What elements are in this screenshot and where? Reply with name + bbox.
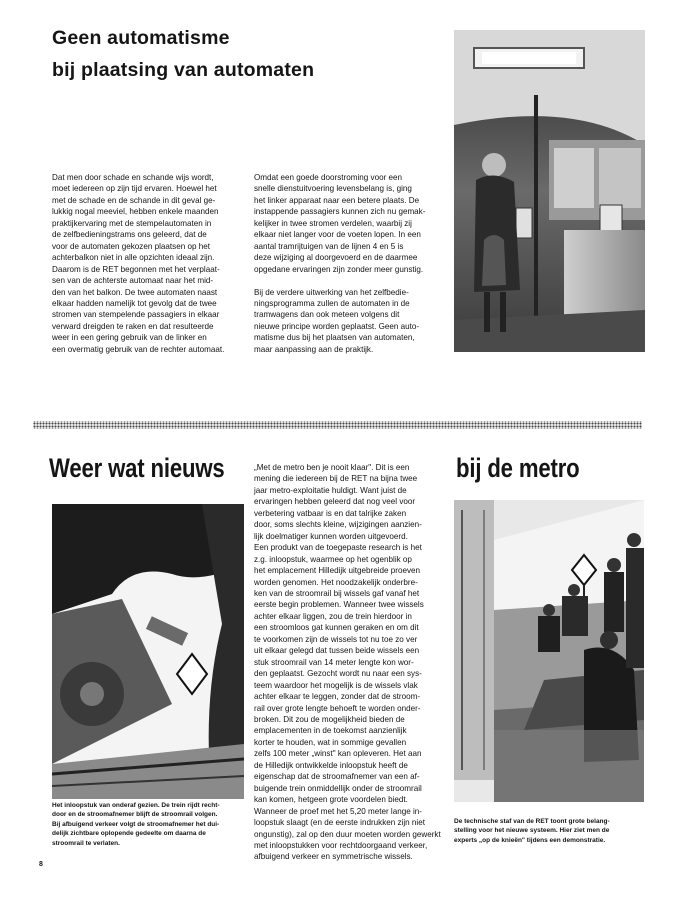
inloopstuk-underside-photo — [52, 504, 244, 799]
article2-title-left: Weer wat nieuws — [49, 453, 225, 483]
technical-staff-photo — [454, 500, 644, 802]
article1-title-line1: Geen automatisme — [52, 27, 230, 49]
article2-body: „Met de metro ben je nooit klaar". Dit is een mening die iedereen bij de RET na bijna twee jaar metro-exploitatie huldigt. Want juist de ervaringen hebben geleerd dat nog veel voor verbetering vatbaar is en dat talrijke zaken door, soms slechts kleine, wijzigingen aanzien- lijk doelmatiger kunnen worden uitgevoerd. Een produkt van de toegepaste research is het z.g. inloopstuk, waarmee op het ogenblik op het emplacement Hilledijk uitgebreide proeven worden genomen. Het noodzakelijk onderbre- ken van de stroomrail bij wissels gaf vanaf het eerste begin problemen. Wanneer twee wissels achter elkaar liggen, zou de trein hierdoor in een stroomloos gat kunnen geraken en om dit te voorkomen zijn de wissels tot nu toe zo ver uit elkaar gelegd dat tussen beide wissels een stuk stroomrail van 14 meter lengte kon wor- den geplaatst. Gezocht wordt nu naar een sys- teem waardoor het mogelijk is de wissels vlak achter elkaar te leggen, zonder dat de stroom- rail over grote lengte behoeft te worden onder- broken. Dit zou de mogelijkheid bieden de emplacementen in de toekomst aanzienlijk korter te houden, wat in sommige gevallen zelfs 100 meter „winst" kan opleveren. Het aan de Hilledijk ontwikkelde inloopstuk heeft de eigenschap dat de stroomafnemer van een af- buigende trein onmiddellijk onder de stroomrail kan komen, hetgeen grote voordelen biedt. Wanneer de proef met het 5,20 meter lange in- loopstuk slaagt (en de eerste indrukken zijn niet ongunstig), zal op den duur moeten worden gewerkt met inloopstukken voor rechtdoorgaand verkeer, afbuigend verkeer en symmetrische wissels. — [254, 463, 441, 862]
article2-title-right: bij de metro — [456, 453, 580, 483]
article1-title-line2: bij plaatsing van automaten — [52, 59, 315, 81]
dotted-separator — [33, 421, 642, 429]
article1-column-2: Omdat een goede doorstroming voor een snelle dienstuitvoering levensbelang is, ging het linker apparaat naar een betere plaats. De instappende passagiers kunnen zich nu gemak- kelijker in twee stromen verdelen, waarbij zij elkaar niet langer voor de voeten lopen. In een aantal tramrijtuigen van de lijnen 4 en 5 is deze wijziging al doorgevoerd en de daarmee opgedane ervaringen zijn zonder meer gunstig. Bij de verdere uitwerking van het zelfbedie- ningsprogramma zullen de automaten in de tramwagens dan ook meteen volgens dit nieuwe principe worden geplaatst. Geen auto- matisme dus bij het plaatsen van automaten, maar aanpassing aan de praktijk. — [254, 173, 426, 354]
article1-column-1: Dat men door schade en schande wijs wordt, moet iedereen op zijn tijd ervaren. Hoewel het met de schade en de schande in dit geval ge- lukkig nogal meeviel, hebben enkele maanden praktijkervaring met de stempelautomaten in de zelfbedieningstrams ons geleerd, dat de voor de automaten gekozen plaatsen op het achterbalkon niet in alle opzichten ideaal zijn. Daarom is de RET begonnen met het verplaat- sen van de achterste automaat naar het mid- den van het balkon. De twee automaten naast elkaar hadden namelijk tot gevolg dat de twee stromen van stempelende passagiers in elkaar verward dreigden te raken en dat resulteerde weer in een gering gebruik van de linker en een overmatig gebruik van de rechter automaat. — [52, 173, 225, 354]
page-number: 8 — [39, 861, 43, 868]
caption-right: De technische staf van de RET toont grote belang- stelling voor het nieuwe systeem. Hier ziet men de experts „op de knieën" tijdens een demonstratie. — [454, 818, 610, 844]
caption-left: Het inloopstuk van onderaf gezien. De trein rijdt recht- door en de stroomafnemer blijft de stroomrail volgen. Bij afbuigend verkeer volgt de stroomafnemer het dui- delijk zichtbare oplopende gedeelte om daarna de stroomrail te verlaten. — [52, 802, 220, 847]
tram-interior-photo — [454, 30, 645, 352]
